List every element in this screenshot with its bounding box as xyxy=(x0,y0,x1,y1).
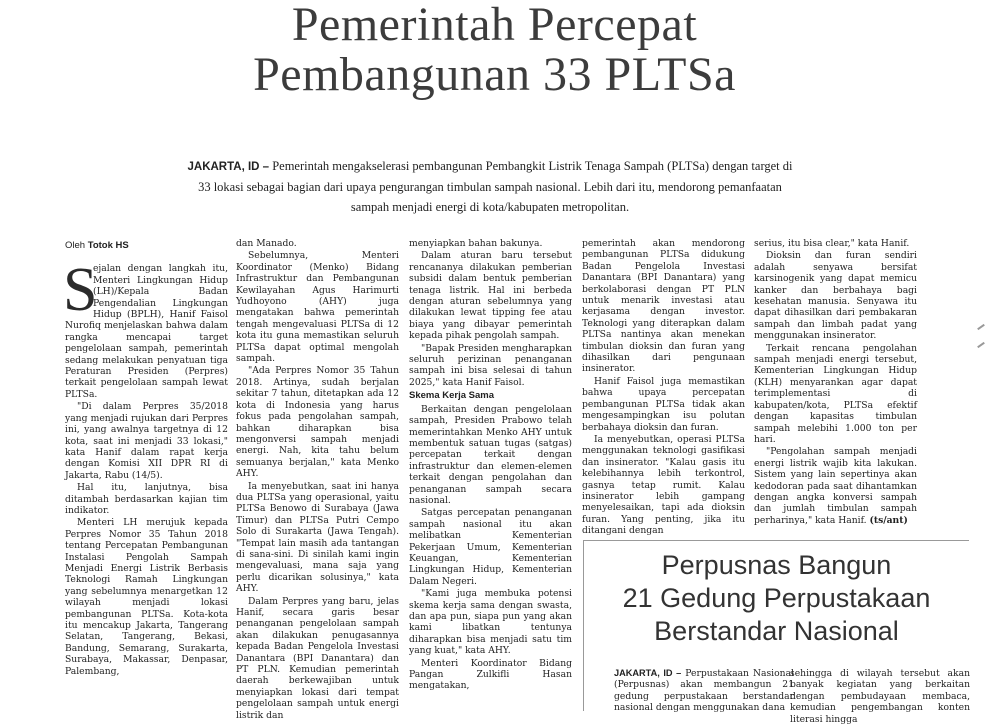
paragraph: Menteri Koordinator Bidang Pangan Zulkifli Hasan mengatakan, xyxy=(409,657,572,692)
sidebar-story xyxy=(583,540,970,725)
paragraph: "Kami juga membuka potensi skema kerja sama dengan swasta, dan apa pun, siapa pun yang akan kami libatkan tentunya diharapkan bisa menjadi satu tim yang kuat," kata AHY. xyxy=(409,588,572,657)
sidebar-headline-line-3: Berstandar Nasional xyxy=(654,616,899,646)
byline-author: Totok HS xyxy=(87,240,129,251)
paragraph: Menteri LH merujuk kepada Perpres Nomor 35 Tahun 2018 tentang Percepatan Pembangunan Instalasi Pengolah Sampah Menjadi Energi Listrik Berbasis Teknologi Ramah Lingkungan yang sebelumnya menargetkan 12 wilayah menjadi lokasi pembangunan PLTSa. Kota-kota itu mencakup Jakarta, Tangerang Selatan, Tangerang, Bekasi, Bandung, Semarang, Surakarta, Surabaya, Makassar, Denpasar, Palembang, xyxy=(65,517,228,677)
sidebar-headline xyxy=(584,549,969,648)
paragraph: Berkaitan dengan pengelolaan sampah, Presiden Prabowo telah memerintahkan Menko AHY untuk membentuk satuan tugas (satgas) percepatan terkait dengan infrastruktur dan elemen-elemen terkait dengan pengolahan dan penanganan sampah secara nasional. xyxy=(409,403,572,506)
paragraph: Dioksin dan furan sendiri adalah senyawa bersifat karsinogenik yang dapat memicu kanker dan berbahaya bagi kesehatan manusia. Senyawa itu dapat dihasilkan dari pembakaran sampah dan limbah padat yang menggunakan insinerator. xyxy=(754,250,917,342)
headline-line-2: Pembangunan 33 PLTSa xyxy=(253,48,736,101)
lead-dateline: JAKARTA, ID – xyxy=(187,161,270,173)
article-column-2 xyxy=(236,238,399,721)
paragraph: "Di dalam Perpres 35/2018 yang menjadi rujukan dari Perpres ini, yang awalnya targetnya di 12 kota, saat ini menjadi 33 lokasi," kata Hanif dalam rapat kerja dengan Komisi XII DPR RI di Jakarta, Rabu (14/5). xyxy=(65,401,228,481)
dropcap-paragraph xyxy=(63,256,228,400)
paragraph: Hanif Faisol juga memastikan bahwa upaya percepatan pembangunan PLTSa tidak akan mengesampingkan isu polutan berbahaya dioksin dan furan. xyxy=(582,375,745,433)
sidebar-dateline: JAKARTA, ID – xyxy=(614,668,682,678)
paragraph: Hal itu, lanjutnya, bisa ditambah berdasarkan kajian tim indikator. xyxy=(65,482,228,516)
paragraph: serius, itu bisa clear," kata Hanif. xyxy=(754,238,910,249)
page-edge-mark xyxy=(977,324,985,330)
article-lead xyxy=(180,156,800,217)
article-column-4 xyxy=(582,238,745,537)
sidebar-column-1 xyxy=(614,668,794,714)
article-column-5 xyxy=(754,238,917,530)
byline-prefix: Oleh xyxy=(65,240,86,251)
paragraph-text: "Pengolahan sampah menjadi energi listrik wajib kita lakukan. Sistem yang lain sepertinya akan kedodoran pada saat dihantamkan dengan angka konversi sampah dan jumlah timbulan sampah perharinya," kata Hanif. xyxy=(754,446,917,526)
paragraph: pemerintah akan mendorong pembangunan PLTSa didukung Badan Pengelola Investasi Danantara (BPI Danantara) yang berkolaborasi dengan PT PLN untuk menarik investasi atau kerjasama dengan investor. Teknologi yang diterapkan dalam PLTSa nantinya akan menekan timbulan dioksin dan furan yang dihasilkan dari pengunaan insinerator. xyxy=(582,238,745,375)
sidebar-headline-line-1: Perpusnas Bangun xyxy=(661,550,892,580)
paragraph: "Bapak Presiden mengharapkan seluruh perizinan penanganan sampah ini bisa selesai di tahun 2025," kata Hanif Faisol. xyxy=(409,342,572,388)
subheading: Skema Kerja Sama xyxy=(409,390,495,402)
sidebar-column-2 xyxy=(790,668,970,725)
headline-line-1: Pemerintah Percepat xyxy=(291,0,698,51)
author-tag: (ts/ant) xyxy=(869,514,908,526)
paragraph: Terkait rencana pengolahan sampah menjadi energi tersebut, Kementerian Lingkungan Hidup (KLH) menyarankan agar dapat terimplementasi di kabupaten/kota, PLTSa efektif dengan kapasitas timbulan sampah melebihi 1.000 ton per hari. xyxy=(754,342,917,445)
paragraph: Dalam Perpres yang baru, jelas Hanif, secara garis besar penanganan pengelolaan sampah akan dilakukan penugasannya kepada Badan Pengelola Investasi Danantara (BPI Danantara) dan PT PLN. Kemudian pemerintah daerah berkewajiban untuk menyiapkan lokasi dari tempat pengelolaan sampah untuk energi listrik dan xyxy=(236,595,399,721)
article-column-1 xyxy=(65,240,228,710)
sidebar-headline-line-2: 21 Gedung Perpustakaan xyxy=(622,583,931,613)
dropcap: S xyxy=(63,256,98,325)
byline xyxy=(65,240,228,251)
article-headline xyxy=(0,0,989,100)
paragraph: menyiapkan bahan bakunya. xyxy=(409,238,543,249)
paragraph: Sebelumnya, Menteri Koordinator (Menko) Bidang Infrastruktur dan Pembangunan Kewilayahan Agus Harimurti Yudhoyono (AHY) juga mengatakan bahwa pemerintah tengah mengevaluasi PLTSa di 12 kota itu guna memastikan seluruh PLTSa dapat optimal mengolah sampah. xyxy=(236,250,399,365)
paragraph: Dalam aturan baru tersebut rencananya dilakukan pemberian subsidi dalam bentuk pemberian tenaga listrik. Hal ini berbeda dengan aturan sebelumnya yang dilakukan lewat tipping fee atau biaya yang dibayar pemerintah kepada pihak pengolah sampah. xyxy=(409,250,572,342)
paragraph: dan Manado. xyxy=(236,238,297,249)
paragraph: ejalan dengan langkah itu, Menteri Lingkungan Hidup (LH)/Kepala Badan Pengendalian Lingkungan Hidup (BPLH), Hanif Faisol Nurofiq menjelaskan bahwa dalam rangka mencapai target pengelolaan sampah, pemerintah sedang melakukan penyatuan tiga Peraturan Presiden (Perpres) terkait pengelolaan sampah lewat PLTSa. xyxy=(65,263,228,400)
page-edge-mark xyxy=(977,342,985,348)
article-column-3 xyxy=(409,238,572,710)
sidebar-text: sehingga di wilayah tersebut akan banyak kegiatan yang berkaitan dengan pembudayaan membaca, kemudian pengembangan konten literasi hingga xyxy=(790,668,970,725)
paragraph: Satgas percepatan penanganan sampah nasional itu akan melibatkan Kementerian Pekerjaan Umum, Kementerian Keuangan, Kementerian Lingkungan Hidup, Kementerian Dalam Negeri. xyxy=(409,507,572,587)
paragraph xyxy=(754,446,917,526)
paragraph: Ia menyebutkan, saat ini hanya dua PLTSa yang operasional, yaitu PLTSa Benowo di Surabaya (Jawa Timur) dan PLTSa Putri Cempo Solo di Surakarta (Jawa Tengah). "Tempat lain masih ada tantangan di sana-sini. Di sinilah kami ingin mengevaluasi, mana saja yang perlu dicarikan solusinya," kata AHY. xyxy=(236,480,399,595)
lead-text: Pemerintah mengakselerasi pembangunan Pembangkit Listrik Tenaga Sampah (PLTSa) dengan target di 33 lokasi sebagai bagian dari upaya pengurangan timbulan sampah nasional. Lebih dari itu, mendorong pemanfaatan sampah menjadi energi di kota/kabupaten metropolitan. xyxy=(198,159,793,214)
paragraph: "Ada Perpres Nomor 35 Tahun 2018. Artinya, sudah berjalan sekitar 7 tahun, ditetapkan ada 12 kota di Indonesia yang harus fokus pada pengolahan sampah, bahkan diharapkan bisa mengonversi sampah menjadi energi. Nah, kita tahu belum semuanya berjalan," kata Menko AHY. xyxy=(236,365,399,480)
paragraph: Ia menyebutkan, operasi PLTSa menggunakan teknologi gasifikasi dan insinerator. "Kalau gasis itu kelebihannya lebih terkontrol, gasnya tetap rumit. Kalau insinerator lebih gampang menyelesaikan, tapi ada dioksin furan. Yang penting, jika itu ditangani dengan xyxy=(582,433,745,537)
sidebar-text: Perpustakaan Nasional (Perpusnas) akan membangun 21 gedung perpustakaan berstandar nasional dengan menggunakan dana xyxy=(614,668,794,714)
